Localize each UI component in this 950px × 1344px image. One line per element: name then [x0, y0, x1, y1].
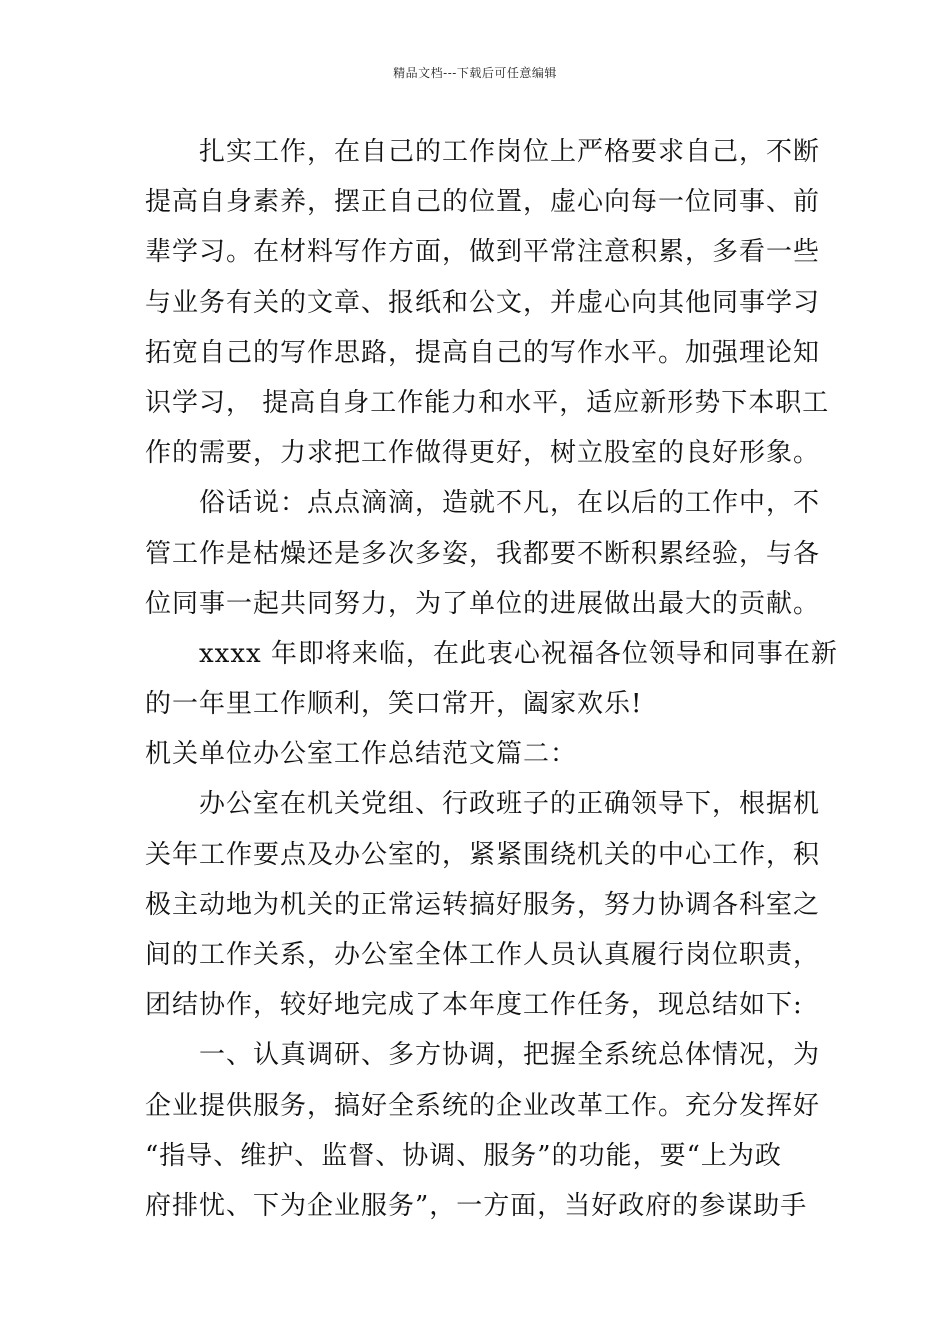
text-line: 关年工作要点及办公室的，紧紧围绕机关的中心工作，积	[145, 839, 821, 870]
document-body	[145, 127, 838, 1231]
text-line: 俗话说：点点滴滴，造就不凡，在以后的工作中，不	[199, 488, 821, 519]
text-line: 辈学习。在材料写作方面，做到平常注意积累，多看一些	[145, 237, 821, 268]
text-line: 团结协作，较好地完成了本年度工作任务，现总结如下:	[145, 990, 803, 1021]
text-line: 极主动地为机关的正常运转搞好服务，努力协调各科室之	[145, 889, 821, 920]
text-line: 提高自身素养，摆正自己的位置，虚心向每一位同事、前	[145, 187, 821, 218]
text-line: “指导、维护、监督、协调、服务”的功能，要“上为政	[145, 1140, 782, 1171]
text-line: 位同事一起共同努力，为了单位的进展做出最大的贡献。	[145, 588, 821, 619]
text-line: 作的需要，力求把工作做得更好，树立股室的良好形象。	[145, 438, 821, 469]
text-line: 扎实工作，在自己的工作岗位上严格要求自己，不断	[199, 137, 821, 167]
section-heading: 机关单位办公室工作总结范文篇二：	[145, 739, 578, 770]
text-line: 识学习， 提高自身工作能力和水平，适应新形势下本职工	[145, 387, 830, 418]
text-line: 企业提供服务，搞好全系统的企业改革工作。充分发挥好	[145, 1090, 821, 1121]
text-line: 办公室在机关党组、行政班子的正确领导下，根据机	[199, 789, 821, 820]
text-line: xxxx 年即将来临，在此衷心祝福各位领导和同事在新	[199, 638, 838, 669]
page-header: 精品文档---下载后可任意编辑	[393, 66, 557, 80]
text-line: 府排忧、下为企业服务”，一方面，当好政府的参谋助手	[145, 1190, 808, 1221]
text-line: 与业务有关的文章、报纸和公文，并虚心向其他同事学习	[145, 287, 821, 318]
text-line: 拓宽自己的写作思路，提高自己的写作水平。加强理论知	[145, 337, 821, 368]
text-line: 一、认真调研、多方协调，把握全系统总体情况，为	[199, 1040, 821, 1071]
text-line: 的一年里工作顺利，笑口常开，阖家欢乐!	[145, 689, 643, 720]
text-line: 间的工作关系，办公室全体工作人员认真履行岗位职责，	[145, 940, 821, 970]
text-line: 管工作是枯燥还是多次多姿，我都要不断积累经验，与各	[145, 538, 821, 569]
